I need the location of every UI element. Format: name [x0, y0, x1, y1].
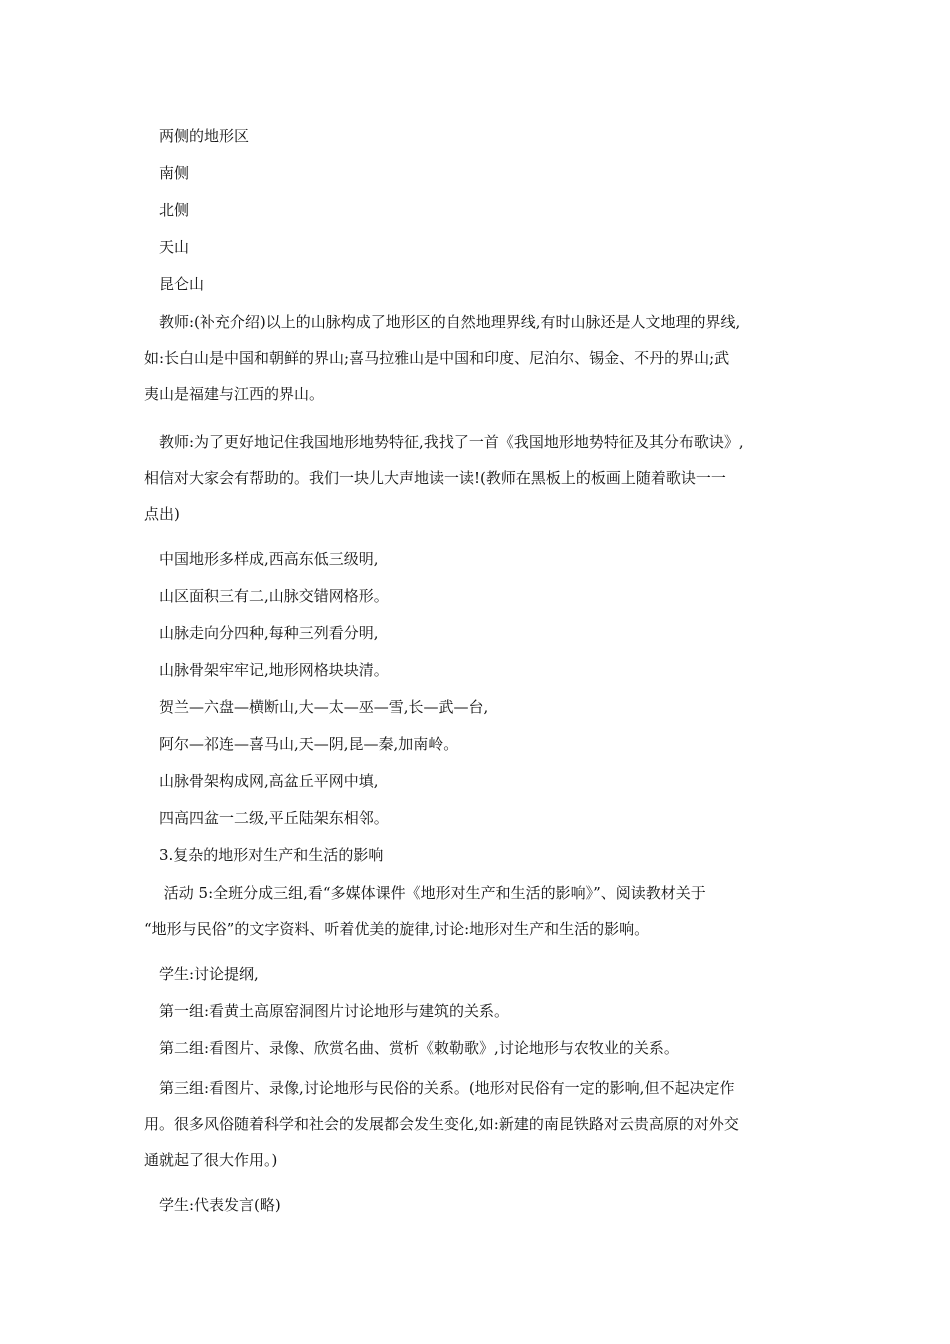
rhyme-line-5: [144, 689, 808, 725]
rhyme-line-8: [144, 800, 808, 836]
text-line: 阿尔—祁连—喜马山,天—阴,昆—秦,加南岭。: [144, 735, 459, 753]
text-line: 相信对大家会有帮助的。我们一块儿大声地读一读!(教师在黑板上的板画上随着歌诀一一: [144, 469, 726, 487]
text-line: 第三组:看图片、录像,讨论地形与民俗的关系。(地形对民俗有一定的影响,但不起决定作: [144, 1079, 735, 1097]
paragraph-group-2: [144, 1030, 808, 1066]
text-line: 山脉走向分四种,每种三列看分明,: [144, 624, 379, 642]
paragraph-north-side: [144, 192, 808, 228]
text-line: 3.复杂的地形对生产和生活的影响: [144, 846, 384, 864]
text-line: 教师:为了更好地记住我国地形地势特征,我找了一首《我国地形地势特征及其分布歌诀》,: [144, 433, 744, 451]
paragraph-terrain-regions-heading: [144, 118, 808, 154]
text-line: 学生:代表发言(略): [144, 1196, 281, 1214]
paragraph-teacher-rhyme-intro: [144, 424, 808, 532]
text-line: 第一组:看黄土高原窑洞图片讨论地形与建筑的关系。: [144, 1002, 510, 1020]
section-heading-terrain-impact: [144, 837, 808, 873]
text-line: “地形与民俗”的文字资料、听着优美的旋律,讨论:地形对生产和生活的影响。: [144, 920, 650, 938]
paragraph-group-3: [144, 1070, 808, 1178]
text-line: 第二组:看图片、录像、欣赏名曲、赏析《敕勒歌》,讨论地形与农牧业的关系。: [144, 1039, 679, 1057]
text-line: 山区面积三有二,山脉交错网格形。: [144, 587, 389, 605]
text-line: 活动 5:全班分成三组,看“多媒体课件《地形对生产和生活的影响》”、阅读教材关于: [144, 884, 706, 902]
paragraph-kunlun: [144, 266, 808, 302]
text-line: 山脉骨架构成网,高盆丘平网中填,: [144, 772, 379, 790]
paragraph-tianshan: [144, 229, 808, 265]
rhyme-line-2: [144, 578, 808, 614]
text-line: 天山: [144, 238, 190, 256]
text-line: 如:长白山是中国和朝鲜的界山;喜马拉雅山是中国和印度、尼泊尔、锡金、不丹的界山;武: [144, 349, 730, 367]
text-line: 教师:(补充介绍)以上的山脉构成了地形区的自然地理界线,有时山脉还是人文地理的界线,: [144, 313, 741, 331]
paragraph-group-1: [144, 993, 808, 1029]
text-line: 北侧: [144, 201, 190, 219]
rhyme-line-3: [144, 615, 808, 651]
text-line: 中国地形多样成,西高东低三级明,: [144, 550, 379, 568]
paragraph-south-side: [144, 155, 808, 191]
paragraph-activity-5: [144, 875, 808, 947]
rhyme-line-1: [144, 541, 808, 577]
text-line: 通就起了很大作用。): [144, 1151, 278, 1169]
text-line: 四高四盆一二级,平丘陆架东相邻。: [144, 809, 389, 827]
rhyme-line-4: [144, 652, 808, 688]
paragraph-student-speech: [144, 1187, 808, 1223]
text-line: 学生:讨论提纲,: [144, 965, 259, 983]
text-line: 昆仑山: [144, 275, 205, 293]
rhyme-line-6: [144, 726, 808, 762]
text-line: 两侧的地形区: [144, 127, 250, 145]
text-line: 点出): [144, 505, 180, 523]
text-line: 用。很多风俗随着科学和社会的发展都会发生变化,如:新建的南昆铁路对云贵高原的对外交: [144, 1115, 739, 1133]
text-line: 夷山是福建与江西的界山。: [144, 385, 325, 403]
rhyme-line-7: [144, 763, 808, 799]
paragraph-teacher-mountain-borders: [144, 304, 808, 412]
text-line: 贺兰—六盘—横断山,大—太—巫—雪,长—武—台,: [144, 698, 489, 716]
paragraph-student-outline: [144, 956, 808, 992]
text-line: 山脉骨架牢牢记,地形网格块块清。: [144, 661, 389, 679]
text-line: 南侧: [144, 164, 190, 182]
